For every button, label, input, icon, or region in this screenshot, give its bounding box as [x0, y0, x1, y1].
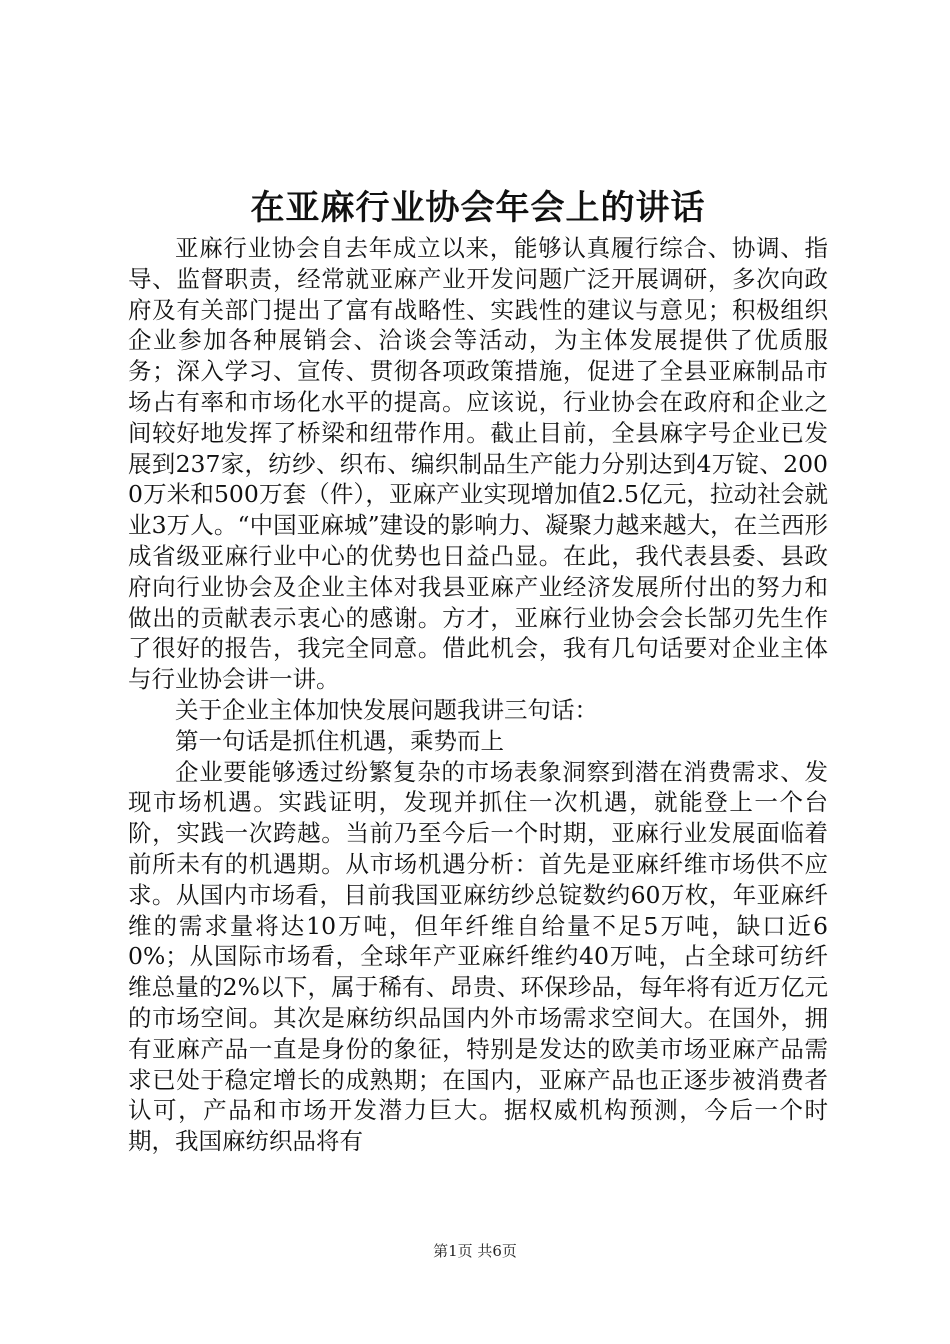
document-body — [128, 233, 828, 1157]
document-title: 在亚麻行业协会年会上的讲话 — [250, 188, 706, 228]
paragraph-first-point-body: 企业要能够透过纷繁复杂的市场表象洞察到潜在消费需求、发现市场机遇。实践证明，发现并抓住一次机遇，就能登上一个台阶，实践一次跨越。当前乃至今后一个时期，亚麻行业发展面临着前所未有的机遇期。从市场机遇分析：首先是亚麻纤维市场供不应求。从国内市场看，目前我国亚麻纺纱总锭数约60万枚，年亚麻纤维的需求量将达10万吨，但年纤维自给量不足5万吨，缺口近60%；从国际市场看，全球年产亚麻纤维约40万吨，占全球可纺纤维总量的2%以下，属于稀有、昂贵、环保珍品，每年将有近万亿元的市场空间。其次是麻纺织品国内外市场需求空间大。在国外，拥有亚麻产品一直是身份的象征，特别是发达的欧美市场亚麻产品需求已处于稳定增长的成熟期；在国内，亚麻产品也正逐步被消费者认可，产品和市场开发潜力巨大。据权威机构预测，今后一个时期，我国麻纺织品将有 — [128, 757, 828, 1156]
page-footer: 第1页 共6页 — [433, 1242, 517, 1260]
paragraph-intro: 亚麻行业协会自去年成立以来，能够认真履行综合、协调、指导、监督职责，经常就亚麻产业开发问题广泛开展调研，多次向政府及有关部门提出了富有战略性、实践性的建议与意见；积极组织企业参加各种展销会、洽谈会等活动，为主体发展提供了优质服务；深入学习、宣传、贯彻各项政策措施，促进了全县亚麻制品市场占有率和市场化水平的提高。应该说，行业协会在政府和企业之间较好地发挥了桥梁和纽带作用。截止目前，全县麻字号企业已发展到237家，纺纱、织布、编织制品生产能力分别达到4万锭、2000万米和500万套（件），亚麻产业实现增加值2.5亿元，拉动社会就业3万人。“中国亚麻城”建设的影响力、凝聚力越来越大，在兰西形成省级亚麻行业中心的优势也日益凸显。在此，我代表县委、县政府向行业协会及企业主体对我县亚麻产业经济发展所付出的努力和做出的贡献表示衷心的感谢。方才，亚麻行业协会会长郜刃先生作了很好的报告，我完全同意。借此机会，我有几句话要对企业主体与行业协会讲一讲。 — [128, 234, 828, 694]
paragraph-three-points: 关于企业主体加快发展问题我讲三句话： — [175, 695, 598, 724]
paragraph-first-point-heading: 第一句话是抓住机遇，乘势而上 — [175, 726, 504, 755]
